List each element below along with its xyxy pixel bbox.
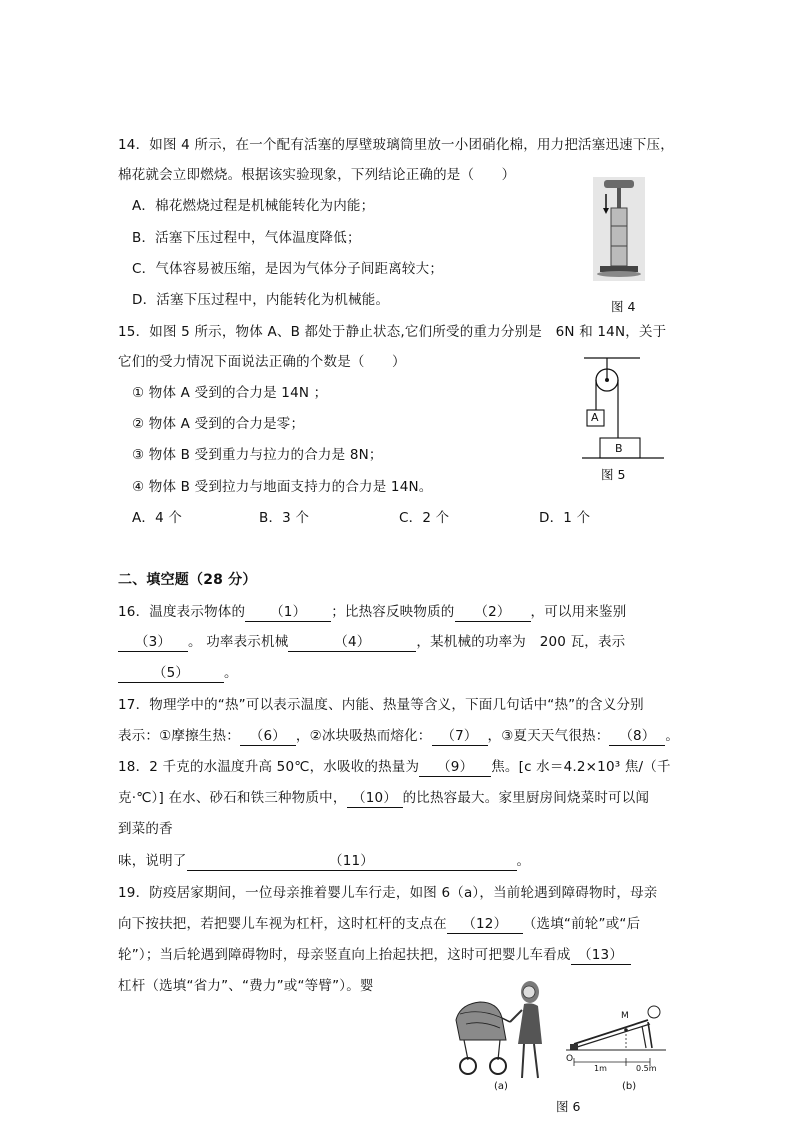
blank-12: （12）: [447, 915, 523, 934]
q16-line2: [118, 632, 625, 652]
q15-statement-3: ③ 物体 B 受到重力与拉力的合力是 8N；: [132, 447, 383, 463]
q16-text-2: ；比热容反映物质的: [331, 604, 455, 620]
q17-text-4: 。: [665, 728, 680, 744]
q15-choice-c: C．2 个: [399, 510, 450, 526]
q19-line4: 杠杆（选填“省力”、“费力”或“等臂”）。婴: [118, 978, 374, 994]
blank-2: （2）: [455, 603, 531, 622]
figure-6b-label-o: O: [566, 1054, 574, 1064]
blank-7: （7）: [432, 727, 488, 746]
q15-statement-1: ① 物体 A 受到的合力是 14N ；: [132, 385, 328, 401]
q18-text-4: 的比热容最大。家里厨房间烧菜时可以闻: [402, 790, 650, 806]
q18-text-5: 味，说明了: [118, 853, 187, 869]
q14-option-b: B．活塞下压过程中，气体温度降低；: [132, 230, 361, 246]
blank-5: （5）: [118, 664, 224, 683]
q16-text-5: ，某机械的功率为 200 瓦，表示: [416, 634, 626, 650]
q14-line1: 14．如图 4 所示，在一个配有活塞的厚壁玻璃筒里放一小团硝化棉，用力把活塞迅速下压，: [118, 137, 674, 153]
q16-text-3: ，可以用来鉴别: [530, 604, 627, 620]
blank-3: （3）: [118, 633, 188, 652]
q17-text-2: ，②冰块吸热而熔化：: [295, 728, 432, 744]
blank-13: （13）: [571, 946, 631, 965]
q14-line2: 棉花就会立即燃烧。根据该实验现象，下列结论正确的是（ ）: [118, 167, 516, 183]
figure-6a-label: (a): [494, 1081, 508, 1092]
figure-5-label-b: B: [615, 442, 623, 455]
blank-9: （9）: [419, 758, 491, 777]
q14-option-c: C．气体容易被压缩，是因为气体分子间距离较大；: [132, 261, 444, 277]
blank-1: （1）: [245, 603, 331, 622]
q15-line1: 15．如图 5 所示，物体 A、B 都处于静止状态,它们所受的重力分别是 6N 和 14N，关于: [118, 324, 667, 340]
q14-option-d: D．活塞下压过程中，内能转化为机械能。: [132, 292, 390, 308]
figure-4-glass-cylinder: [592, 176, 646, 282]
q17-text-3: ，③夏天天气很热：: [487, 728, 610, 744]
figure-5-caption: 图 5: [601, 467, 626, 482]
figure-6a-stroller: [446, 974, 550, 1086]
q18-text-6: 。: [516, 853, 531, 869]
q15-statement-2: ② 物体 A 受到的合力是零；: [132, 416, 305, 432]
blank-8: （8）: [609, 727, 665, 746]
q19-line3: [118, 945, 631, 965]
q19-text-2: （选填“前轮”或“后: [522, 916, 641, 932]
q18-text-3: 克·℃）] 在水、砂石和铁三种物质中，: [118, 790, 347, 806]
section-2-title: 二、填空题（28 分）: [118, 572, 257, 588]
q16-text-1: 16．温度表示物体的: [118, 604, 246, 620]
q15-choice-b: B．3 个: [259, 510, 310, 526]
blank-10: （10）: [347, 789, 403, 808]
figure-6b-distance-1m: 1m: [594, 1064, 607, 1073]
q16-text-6: 。: [224, 665, 238, 681]
q15-statement-4: ④ 物体 B 受到拉力与地面支持力的合力是 14N。: [132, 479, 433, 495]
q18-line2: [118, 788, 649, 808]
q17-line2: [118, 726, 679, 746]
q15-line2: 它们的受力情况下面说法正确的个数是（ ）: [118, 354, 406, 370]
q15-choice-d: D．1 个: [539, 510, 591, 526]
figure-6b-distance-0-5m: 0.5m: [636, 1064, 657, 1073]
q18-line1: [118, 757, 671, 777]
q17-text-1: 表示：①摩擦生热：: [118, 728, 240, 744]
q14-option-a: A．棉花燃烧过程是机械能转化为内能；: [132, 198, 375, 214]
q15-choice-a: A．4 个: [132, 510, 183, 526]
q19-text-1: 向下按扶把，若把婴儿车视为杠杆，这时杠杆的支点在: [118, 916, 447, 932]
q19-line2: [118, 914, 640, 934]
q18-line3: 到菜的香: [118, 821, 173, 837]
blank-6: （6）: [240, 727, 296, 746]
q16-line3: [118, 663, 238, 683]
figure-5-label-a: A: [591, 411, 599, 424]
blank-11: （11）: [187, 852, 517, 871]
figure-6b-label: (b): [622, 1081, 637, 1092]
q18-text-2: 焦。[c 水＝4.2×10³ 焦/（千: [491, 759, 671, 775]
figure-5-pulley: [580, 352, 666, 464]
figure-6b-label-m: M: [621, 1011, 629, 1021]
figure-4-caption: 图 4: [611, 299, 636, 314]
q18-text-1: 18．2 千克的水温度升高 50℃，水吸收的热量为: [118, 759, 420, 775]
q19-text-3: 轮”）；当后轮遇到障碍物时，母亲竖直向上抬起扶把，这时可把婴儿车看成: [118, 947, 571, 963]
q19-line1: 19．防疫居家期间，一位母亲推着婴儿车行走，如图 6（a），当前轮遇到障碍物时，母亲: [118, 885, 658, 901]
figure-6-caption: 图 6: [556, 1099, 581, 1114]
q16-line1: [118, 602, 626, 622]
q18-line4: [118, 851, 530, 871]
q17-line1: 17．物理学中的“热”可以表示温度、内能、热量等含义，下面几句话中“热”的含义分别: [118, 697, 644, 713]
q16-text-4: 。 功率表示机械: [188, 634, 289, 650]
blank-4: （4）: [288, 633, 416, 652]
